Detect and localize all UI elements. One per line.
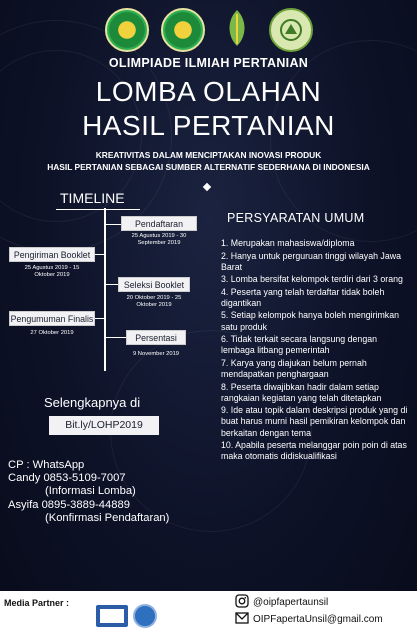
contact-line: (Konfirmasi Pendaftaran) [45, 511, 170, 524]
footer [0, 591, 417, 633]
list-item: 4. Peserta yang telah terdaftar tidak boleh digantikan [221, 286, 385, 308]
contact-line: (Informasi Lomba) [45, 485, 136, 498]
contact-line: Candy 0853-5109-7007 [8, 472, 126, 485]
timeline-date-pengumuman [9, 330, 95, 337]
registration-link[interactable]: Bit.ly/LOHP2019 [49, 416, 159, 435]
date-line: 25 Agustus 2019 - 15 [24, 265, 80, 271]
date-line: 25 Agustus 2019 - 30 [131, 233, 187, 239]
list-item: 9. Ide atau topik dalam deskripsi produk yang di buat harus murni hasil pemikiran kelompok dan berkaitan dengan tema [221, 405, 408, 438]
university-logo-icon [105, 8, 149, 52]
more-info-text: Selengkapnya di [44, 395, 141, 410]
media-partner-label: Media Partner : [4, 598, 70, 608]
date-line: Oktober 2019 [136, 302, 172, 308]
timeline-item-pendaftaran: Pendaftaran [121, 216, 197, 231]
mail-icon [235, 612, 249, 627]
instagram-handle: @oipfapertaunsil [253, 597, 329, 608]
timeline-date-pendaftaran [117, 233, 201, 247]
timeline-connector [95, 318, 104, 319]
list-item: 7. Karya yang diajukan belum pernah mendapatkan penghargaan [221, 357, 367, 380]
timeline-date-pengiriman [7, 265, 97, 279]
list-item: 2. Hanya untuk perguruan tinggi wilayah Jawa Barat [221, 250, 401, 272]
list-item: 3. Lomba bersifat kelompok terdiri dari 3 orang [221, 274, 403, 285]
contact-line: Asyifa 0895-3889-44889 [8, 498, 130, 511]
date-line: 9 November 2019 [132, 351, 180, 357]
timeline-item-pengiriman-booklet: Pengiriman Booklet [9, 247, 95, 262]
instagram-icon [235, 594, 249, 611]
main-title-line2: HASIL PERTANIAN [82, 110, 335, 141]
persyaratan-heading: PERSYARATAN UMUM [227, 211, 365, 225]
diamond-ornament [203, 183, 211, 191]
subtitle-line2: HASIL PERTANIAN SEBAGAI SUMBER ALTERNATIF SEDERHANA DI INDONESIA [47, 162, 370, 172]
timeline-connector [104, 337, 126, 338]
list-item: 8. Peserta diwajibkan hadir dalam setiap rangkaian kegiatan yang telah ditetapkan [221, 381, 382, 403]
timeline-item-pengumuman-finalis: Pengumuman Finalis [9, 311, 95, 326]
timeline-item-seleksi-booklet: Seleksi Booklet [118, 277, 190, 292]
contact-block [8, 459, 198, 525]
timeline-vertical-line [104, 208, 106, 371]
logo-row [0, 8, 417, 52]
olimpiade-title: OLIMPIADE ILMIAH PERTANIAN [108, 56, 309, 70]
media-partner-logo-icon [96, 605, 128, 627]
timeline-connector [104, 284, 118, 285]
organization-logo-icon [269, 8, 313, 52]
list-item: 1. Merupakan mahasiswa/diploma [221, 238, 355, 248]
timeline-date-seleksi [114, 295, 194, 309]
list-item: 5. Setiap kelompok hanya boleh mengirimkan satu produk [221, 310, 399, 332]
instagram-row[interactable] [235, 594, 328, 611]
media-partner-logo-inner [100, 609, 124, 623]
timeline-date-persentasi [117, 351, 195, 358]
media-partner-logo-icon [133, 604, 157, 628]
timeline-top-line [56, 209, 140, 210]
persyaratan-list [221, 238, 413, 464]
email-row[interactable] [235, 612, 383, 627]
list-item: 10. Apabila peserta melanggar poin poin di atas maka otomatis didiskualifikasi [221, 440, 407, 462]
subtitle-line1: KREATIVITAS DALAM MENCIPTAKAN INOVASI PRODUK [95, 150, 322, 160]
date-line: Oktober 2019 [34, 272, 70, 278]
email-address: OIPFapertaUnsil@gmail.com [253, 614, 383, 625]
timeline-connector [104, 224, 121, 225]
main-title-line1: LOMBA OLAHAN [95, 76, 322, 107]
leaf-logo-icon [217, 8, 257, 48]
timeline-heading: TIMELINE [60, 190, 125, 206]
date-line: 20 Oktober 2019 - 25 [126, 295, 182, 301]
date-line: September 2019 [137, 240, 181, 246]
date-line: 27 Oktober 2019 [30, 330, 74, 336]
contact-heading: CP : WhatsApp [8, 459, 85, 471]
timeline-item-persentasi: Persentasi [126, 330, 186, 345]
list-item: 6. Tidak terkait secara langsung dengan lembaga litbang pemerintah [221, 334, 378, 356]
faculty-logo-icon [161, 8, 205, 52]
